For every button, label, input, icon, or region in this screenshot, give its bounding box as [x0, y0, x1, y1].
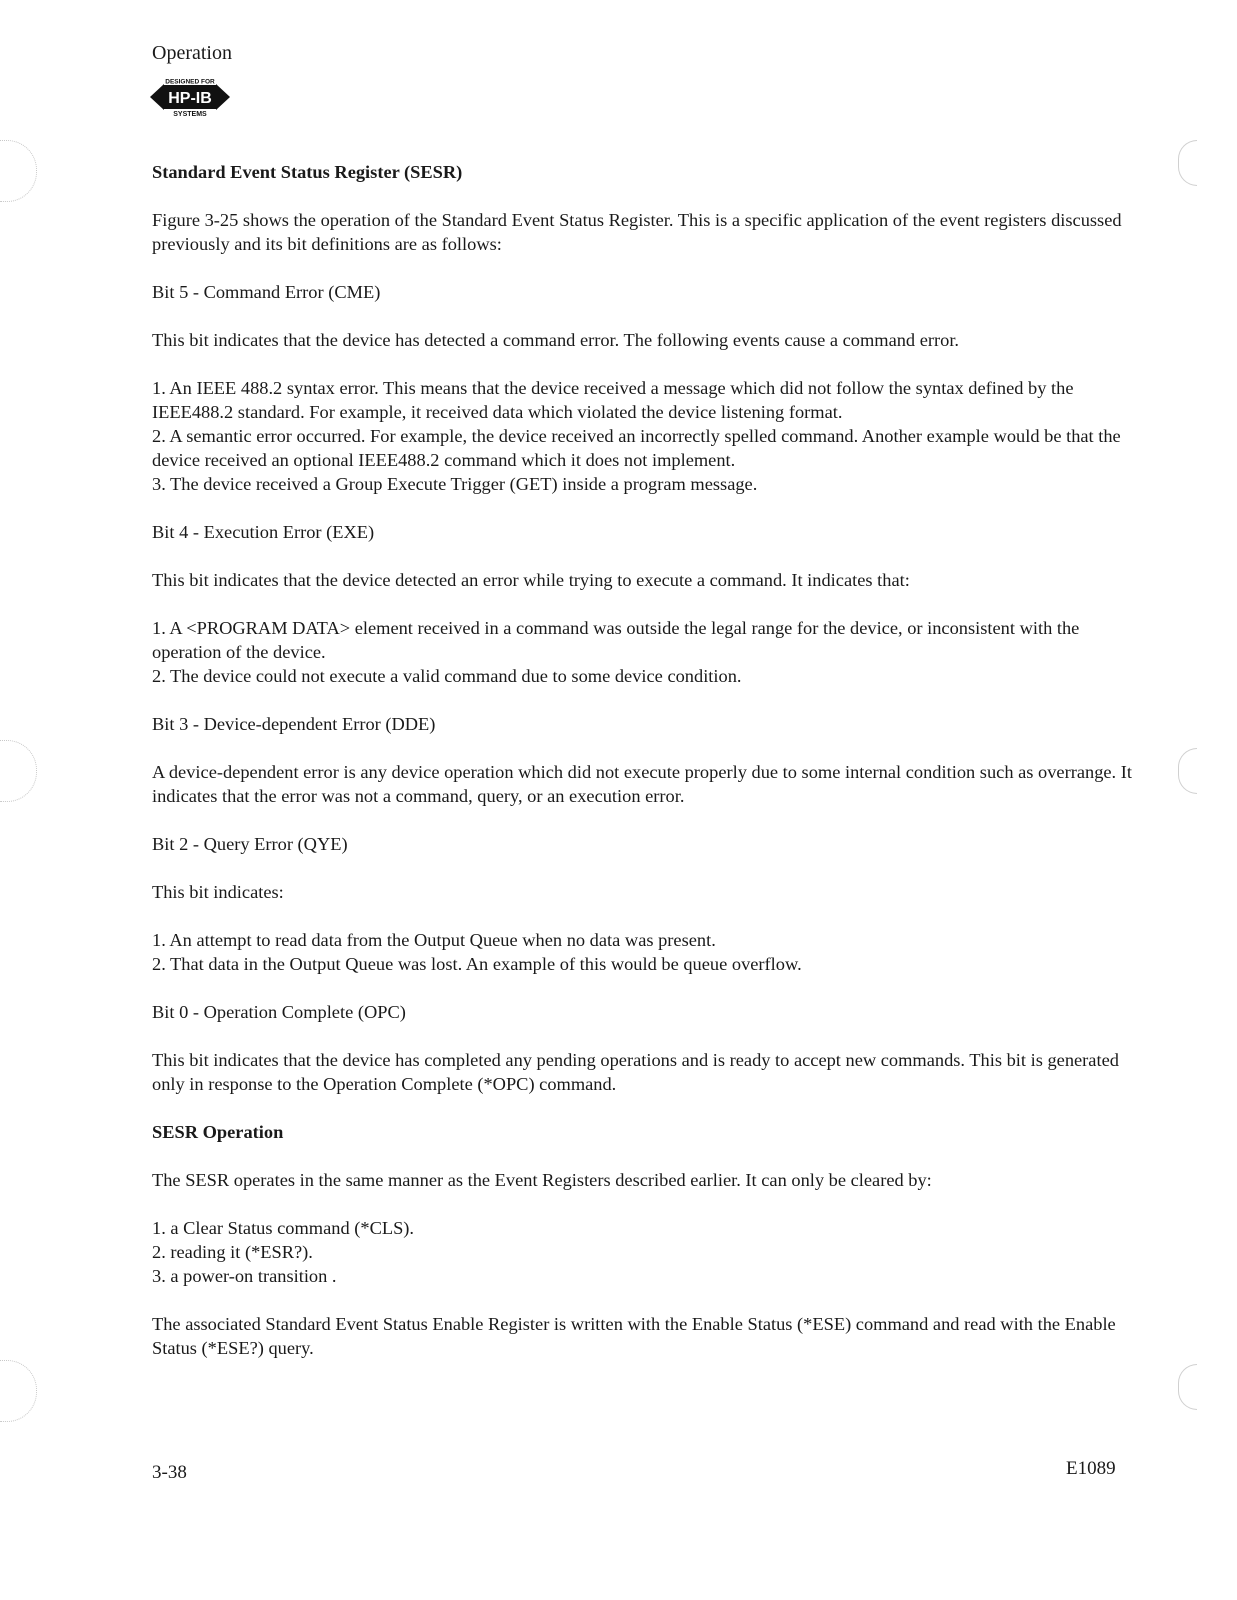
intro-paragraph: Figure 3-25 shows the operation of the Standard Event Status Register. This is a specific application of the event registers discussed previously and its bit definitions are as follows: [152, 210, 1122, 254]
list-item: 2. A semantic error occurred. For example, the device received an incorrectly spelled command. Another example would be that the device received an optional IEEE488.2 command which it does not implement. [152, 426, 1121, 470]
bit3-description: A device-dependent error is any device operation which did not execute properly due to some internal condition such as overrange. It indicates that the error was not a command, query, or an execution error. [152, 762, 1132, 806]
list-item: 2. reading it (*ESR?). [152, 1242, 313, 1262]
bit0-heading: Bit 0 - Operation Complete (OPC) [152, 1002, 406, 1022]
bit4-heading: Bit 4 - Execution Error (EXE) [152, 522, 375, 542]
sesr-operation-title: SESR Operation [152, 1122, 284, 1142]
binder-hole-mark [0, 140, 37, 202]
page-number: 3-38 [152, 1462, 187, 1483]
bit3-heading: Bit 3 - Device-dependent Error (DDE) [152, 714, 436, 734]
document-body [152, 160, 1132, 1360]
sesr-closing-paragraph: The associated Standard Event Status Enable Register is written with the Enable Status (*ESE) command and read with the Enable Status (*ESE?) query. [152, 1314, 1116, 1358]
binder-hole-mark [0, 1360, 37, 1422]
binder-hole-mark [0, 740, 37, 802]
logo-main-text: HP-IB [168, 90, 212, 107]
bit5-description: This bit indicates that the device has detected a command error. The following events cause a command error. [152, 330, 960, 350]
list-item: 1. a Clear Status command (*CLS). [152, 1218, 415, 1238]
list-item: 1. An IEEE 488.2 syntax error. This means that the device received a message which did not follow the syntax defined by the IEEE488.2 standard. For example, it received data which violated the device listening format. [152, 378, 1074, 422]
hp-ib-logo [148, 76, 232, 118]
list-item: 2. That data in the Output Queue was lost. An example of this would be queue overflow. [152, 954, 802, 974]
binder-hole-mark [1178, 748, 1197, 794]
model-number: E1089 [1066, 1458, 1116, 1479]
list-item: 3. a power-on transition . [152, 1266, 337, 1286]
list-item: 2. The device could not execute a valid command due to some device condition. [152, 666, 742, 686]
bit0-description: This bit indicates that the device has completed any pending operations and is ready to accept new commands. This bit is generated only in response to the Operation Complete (*OPC) command. [152, 1050, 1119, 1094]
list-item: 3. The device received a Group Execute Trigger (GET) inside a program message. [152, 474, 758, 494]
bit2-description: This bit indicates: [152, 882, 284, 902]
bit5-heading: Bit 5 - Command Error (CME) [152, 282, 381, 302]
section-title: Standard Event Status Register (SESR) [152, 162, 463, 182]
logo-top-text: DESIGNED FOR [165, 78, 215, 86]
binder-hole-mark [1178, 140, 1197, 186]
bit2-heading: Bit 2 - Query Error (QYE) [152, 834, 348, 854]
section-header: Operation [152, 42, 232, 64]
sesr-operation-description: The SESR operates in the same manner as the Event Registers described earlier. It can only be cleared by: [152, 1170, 932, 1190]
list-item: 1. A <PROGRAM DATA> element received in a command was outside the legal range for the device, or inconsistent with the operation of the device. [152, 618, 1080, 662]
bit4-description: This bit indicates that the device detected an error while trying to execute a command. It indicates that: [152, 570, 910, 590]
list-item: 1. An attempt to read data from the Output Queue when no data was present. [152, 930, 716, 950]
binder-hole-mark [1178, 1364, 1197, 1410]
logo-bottom-text: SYSTEMS [173, 111, 207, 118]
